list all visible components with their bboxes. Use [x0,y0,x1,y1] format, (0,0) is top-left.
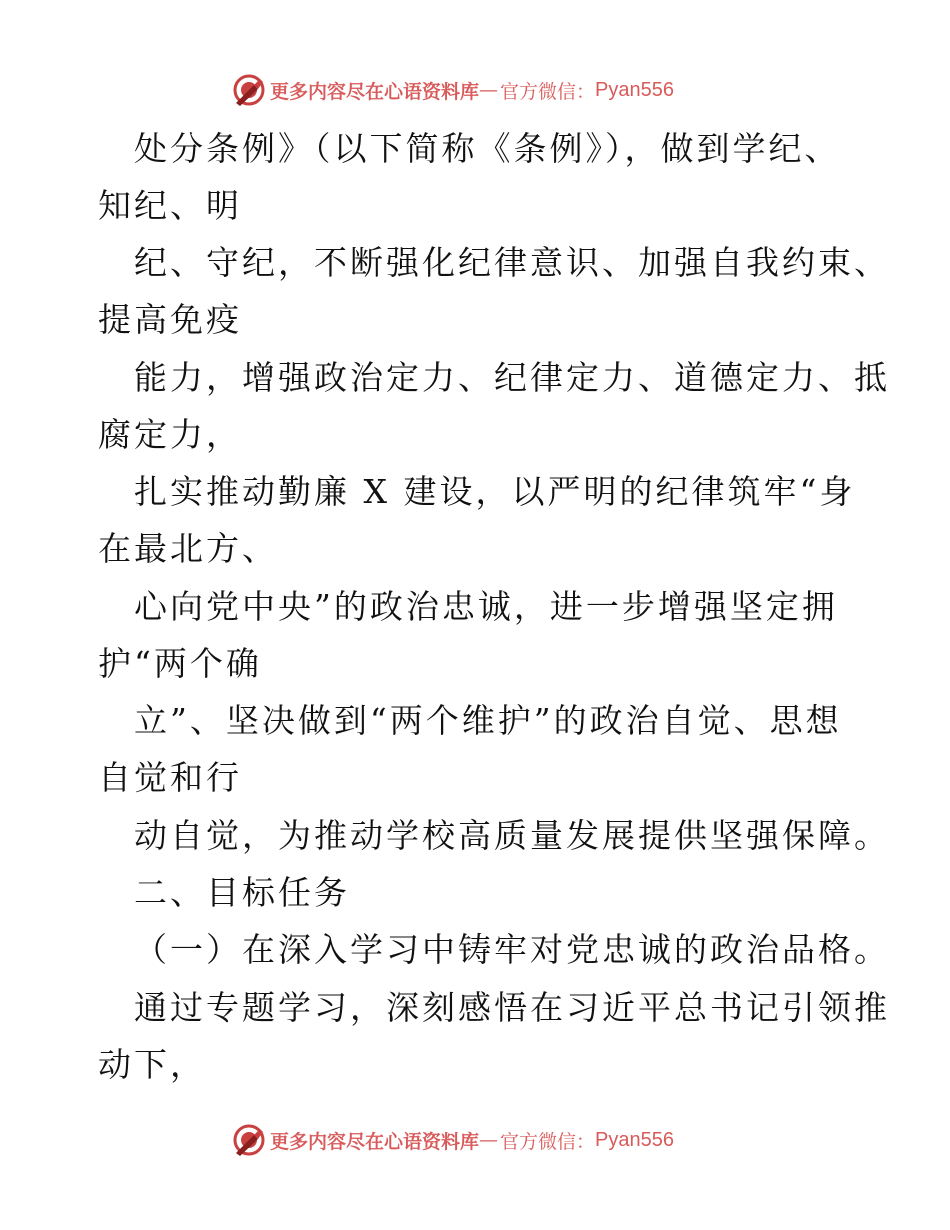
pen-logo-icon [232,73,266,107]
footer-watermark [232,1123,674,1157]
body-line: 心向党中央”的政治忠诚，进一步增强坚定拥 [134,587,838,626]
body-line: 扎实推动勤廉 X 建设，以严明的纪律筑牢“身 [134,472,856,511]
body-line: 立”、坚决做到“两个维护”的政治自觉、思想 [134,701,842,740]
body-line: 通过专题学习，深刻感悟在习近平总书记引领推 [134,988,890,1027]
header-watermark [232,73,674,107]
body-line: 处分条例》（以下简称《条例》），做到学纪、 [134,129,841,168]
body-line: 自觉和行 [98,758,242,797]
body-line: 动自觉，为推动学校高质量发展提供坚强保障。 [134,816,890,855]
watermark-account: Pyan556 [595,1128,674,1151]
watermark-site-text: 更多内容尽在心语资料库 [270,80,480,103]
watermark-label: 官方微信： [500,1130,596,1153]
body-line: 提高免疫 [98,300,242,339]
body-line: 腐定力， [98,415,242,454]
section-heading: 二、目标任务 [134,873,350,912]
watermark-separator: — [479,1129,499,1151]
watermark-site-text: 更多内容尽在心语资料库 [270,1130,480,1153]
pen-logo-icon [232,1123,266,1157]
subsection-heading: （一）在深入学习中铸牢对党忠诚的政治品格。 [134,930,890,969]
body-line: 知纪、明 [98,186,242,225]
body-line: 动下， [98,1045,206,1084]
watermark-account: Pyan556 [595,78,674,101]
body-line: 护“两个确 [98,644,262,683]
watermark-separator: — [479,79,499,101]
body-line: 能力，增强政治定力、纪律定力、道德定力、抵 [134,358,890,397]
body-line: 纪、守纪，不断强化纪律意识、加强自我约束、 [134,243,890,282]
body-line: 在最北方、 [98,529,278,568]
watermark-label: 官方微信： [500,80,596,103]
